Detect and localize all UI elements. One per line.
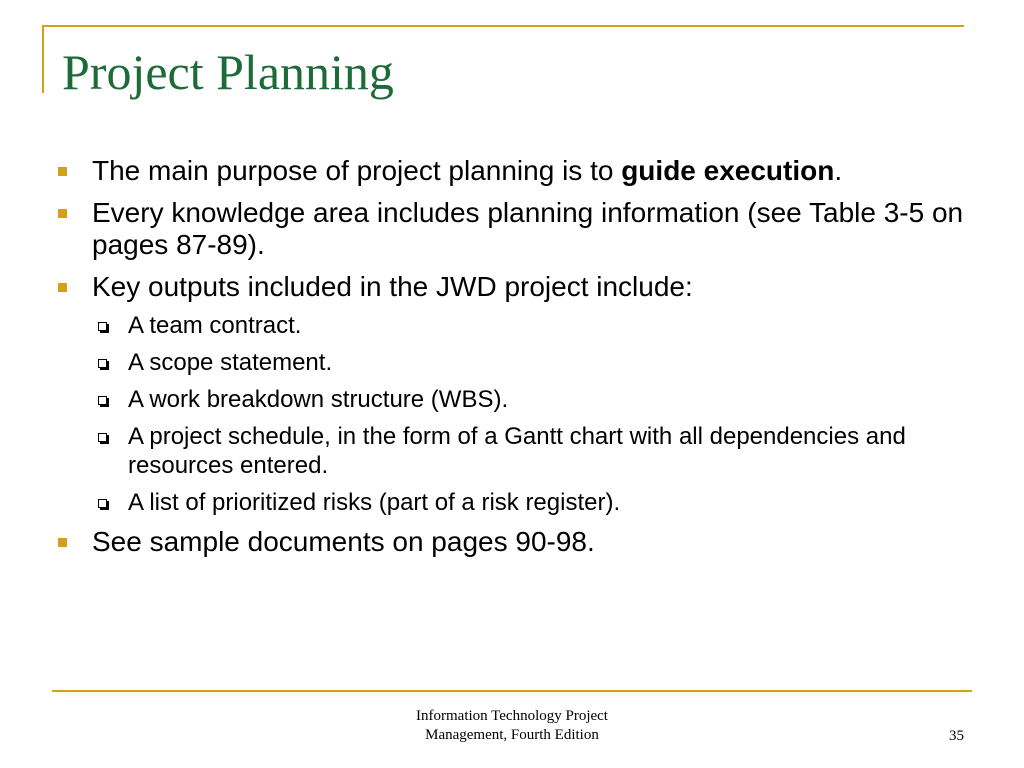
footer-caption	[362, 707, 662, 745]
bullet-text: Every knowledge area includes planning information (see Table 3-5 on pages 87-89).	[92, 197, 964, 260]
square-bullet-icon	[58, 209, 67, 218]
sub-bullet-item	[94, 348, 976, 377]
bullet-text-bold: guide execution	[621, 155, 835, 186]
sub-bullet-text: A team contract.	[128, 312, 302, 339]
sub-bullet-item	[94, 385, 976, 414]
hollow-square-bullet-icon	[98, 433, 107, 442]
square-bullet-icon	[58, 283, 67, 292]
slide-body	[56, 155, 976, 568]
hollow-square-bullet-icon	[98, 322, 107, 331]
bullet-text: Key outputs included in the JWD project include:	[92, 271, 693, 302]
bullet-item	[56, 271, 976, 303]
sub-bullet-item	[94, 488, 976, 517]
bullet-item	[56, 526, 976, 558]
footer-line-1: Information Technology Project	[416, 708, 608, 724]
bullet-item	[56, 197, 976, 261]
footer-line-2: Management, Fourth Edition	[425, 727, 599, 743]
hollow-square-bullet-icon	[98, 396, 107, 405]
bullet-item	[56, 155, 976, 187]
left-border-line	[42, 25, 44, 93]
square-bullet-icon	[58, 538, 67, 547]
sub-bullet-text: A scope statement.	[128, 349, 333, 376]
bullet-text-suffix: .	[834, 155, 843, 186]
sub-bullet-text: A project schedule, in the form of a Gantt chart with all dependencies and resources entered.	[128, 423, 906, 479]
sub-bullet-item	[94, 311, 976, 340]
page-number: 35	[949, 728, 964, 744]
sub-bullet-item	[94, 422, 976, 480]
hollow-square-bullet-icon	[98, 499, 107, 508]
top-border-line	[42, 25, 964, 27]
square-bullet-icon	[58, 167, 67, 176]
bullet-text: See sample documents on pages 90-98.	[92, 526, 595, 557]
slide-title: Project Planning	[62, 44, 394, 100]
footer-divider	[52, 690, 972, 692]
sub-bullet-text: A list of prioritized risks (part of a risk register).	[128, 489, 621, 516]
bullet-text-prefix: The main purpose of project planning is to	[92, 155, 622, 186]
hollow-square-bullet-icon	[98, 359, 107, 368]
sub-bullet-text: A work breakdown structure (WBS).	[128, 386, 509, 413]
